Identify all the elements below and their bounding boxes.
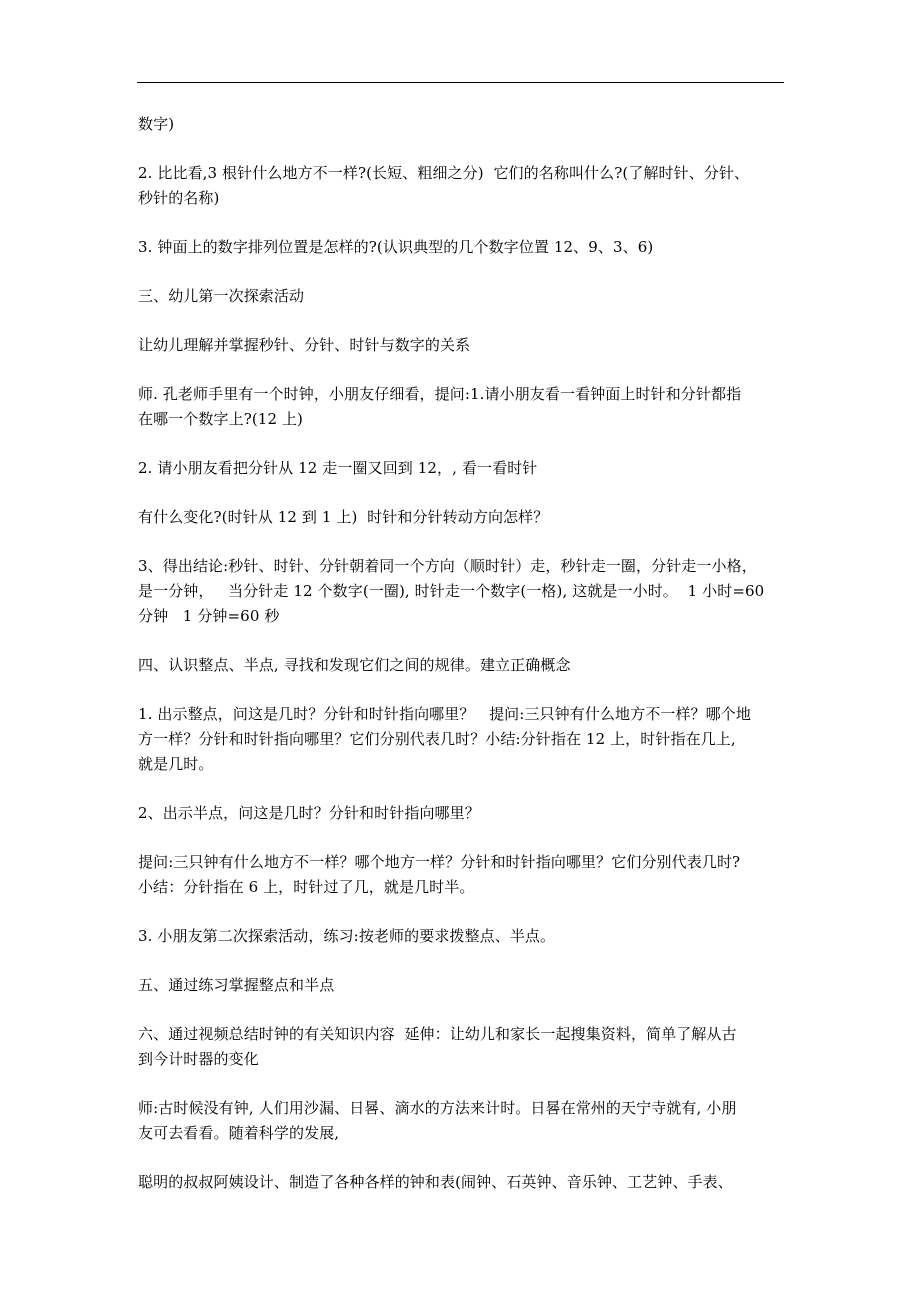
paragraph-p15 — [138, 973, 792, 998]
paragraph-line: 分钟 1 分钟=60 秒 — [138, 607, 280, 625]
paragraph-p08 — [138, 505, 792, 530]
paragraph-line: 三、幼儿第一次探索活动 — [138, 287, 305, 305]
paragraph-line: 师:古时候没有钟, 人们用沙漏、日晷、滴水的方法来计时。日晷在常州的天宁寺就有, 小朋 — [138, 1099, 737, 1117]
paragraph-p16 — [138, 1022, 792, 1072]
paragraph-p17 — [138, 1096, 792, 1146]
paragraph-line: 友可去看看。随着科学的发展, — [138, 1124, 340, 1142]
paragraph-line: 到今计时器的变化 — [138, 1050, 259, 1068]
paragraph-p07 — [138, 456, 792, 481]
paragraph-line: 1. 出示整点，问这是几时？分针和时针指向哪里？ 提问:三只钟有什么地方不一样？哪个地 — [138, 705, 751, 723]
paragraph-p05 — [138, 333, 792, 358]
paragraph-p02 — [138, 161, 792, 211]
document-body — [138, 112, 792, 1219]
paragraph-p10 — [138, 653, 792, 678]
paragraph-line: 师. 孔老师手里有一个时钟，小朋友仔细看，提问:1.请小朋友看一看钟面上时针和分针都指 — [138, 385, 742, 403]
paragraph-p18 — [138, 1170, 792, 1195]
paragraph-line: 六、通过视频总结时钟的有关知识内容 延伸：让幼儿和家长一起搜集资料，简单了解从古 — [138, 1025, 737, 1043]
paragraph-line: 让幼儿理解并掌握秒针、分针、时针与数字的关系 — [138, 336, 471, 354]
paragraph-line: 有什么变化?(时针从 12 到 1 上) 时针和分针转动方向怎样？ — [138, 508, 549, 526]
paragraph-line: 秒针的名称) — [138, 189, 220, 207]
paragraph-p14 — [138, 924, 792, 949]
paragraph-p13 — [138, 850, 792, 900]
paragraph-line: 3. 小朋友第二次探索活动，练习:按老师的要求拨整点、半点。 — [138, 927, 556, 945]
paragraph-line: 是一分钟， 当分针走 12 个数字(一圈), 时针走一个数字(一格), 这就是一小时。 1 小时=60 — [138, 582, 765, 600]
paragraph-line: 小结：分针指在 6 上，时针过了几，就是几时半。 — [138, 878, 475, 896]
paragraph-line: 提问:三只钟有什么地方不一样？哪个地方一样？分针和时针指向哪里？它们分别代表几时? — [138, 853, 741, 871]
paragraph-line: 四、认识整点、半点, 寻找和发现它们之间的规律。建立正确概念 — [138, 656, 571, 674]
paragraph-p06 — [138, 382, 792, 432]
paragraph-line: 数字) — [138, 115, 175, 133]
paragraph-line: 聪明的叔叔阿姨设计、制造了各种各样的钟和表(闹钟、石英钟、音乐钟、工艺钟、手表、 — [138, 1173, 733, 1191]
paragraph-p01 — [138, 112, 792, 137]
paragraph-line: 3. 钟面上的数字排列位置是怎样的?(认识典型的几个数字位置 12、9、3、6) — [138, 238, 654, 256]
paragraph-p09 — [138, 554, 792, 629]
paragraph-line: 2、出示半点，问这是几时？分针和时针指向哪里？ — [138, 804, 480, 822]
paragraph-line: 2. 比比看,3 根针什么地方不一样?(长短、粗细之分) 它们的名称叫什么?(了解时针、分针、 — [138, 164, 750, 182]
paragraph-line: 3、得出结论:秒针、时针、分针朝着同一个方向（顺时针）走，秒针走一圈，分针走一小格， — [138, 557, 757, 575]
paragraph-line: 五、通过练习掌握整点和半点 — [138, 976, 335, 994]
paragraph-line: 在哪一个数字上?(12 上) — [138, 410, 304, 428]
paragraph-p12 — [138, 801, 792, 826]
paragraph-p11 — [138, 702, 792, 777]
paragraph-line: 2. 请小朋友看把分针从 12 走一圈又回到 12，, 看一看时针 — [138, 459, 538, 477]
header-rule — [137, 82, 784, 83]
paragraph-line: 方一样？分针和时针指向哪里？它们分别代表几时？小结:分针指在 12 上，时针指在几上, — [138, 730, 736, 748]
paragraph-p04 — [138, 284, 792, 309]
paragraph-line: 就是几时。 — [138, 755, 214, 773]
paragraph-p03 — [138, 235, 792, 260]
